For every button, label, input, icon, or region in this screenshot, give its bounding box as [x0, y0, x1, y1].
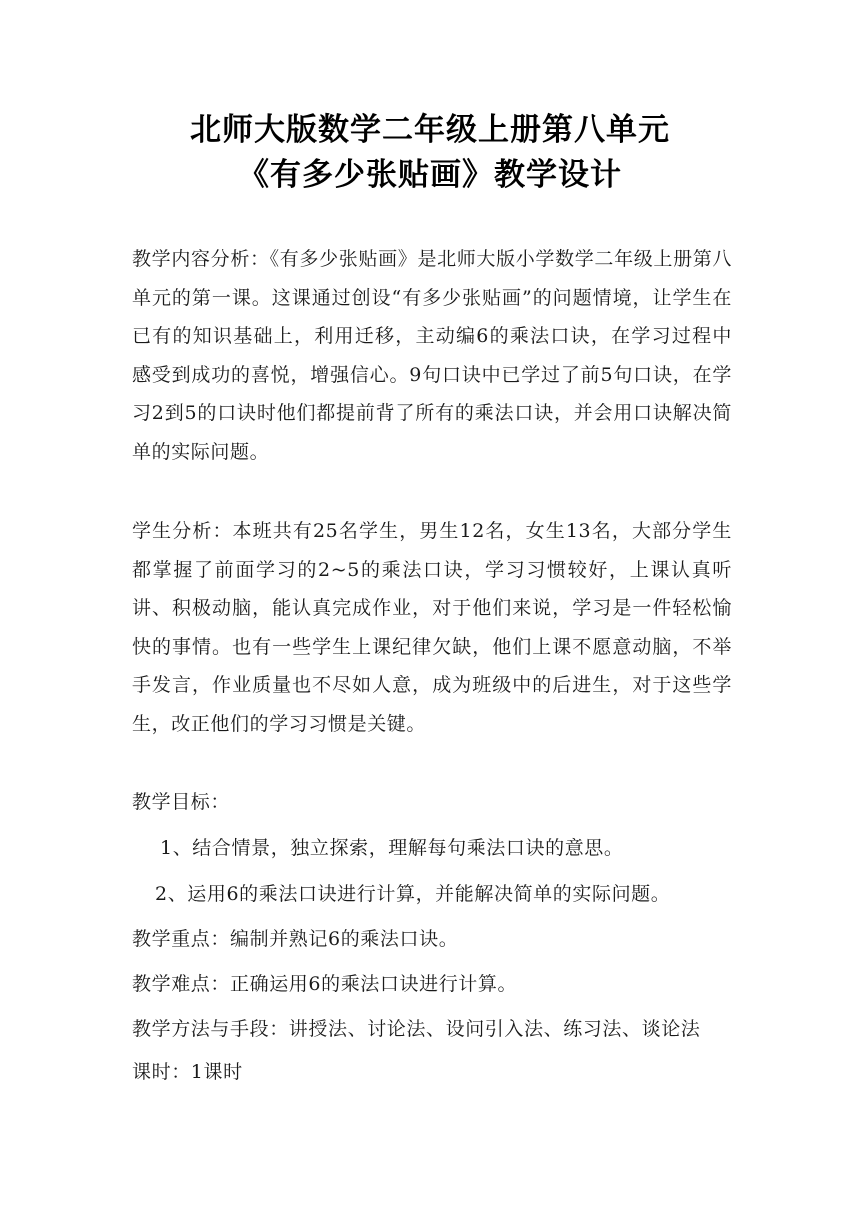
- class-hours-line: 课时：1课时: [132, 1061, 243, 1083]
- student-analysis-paragraph: 学生分析：本班共有25名学生，男生12名，女生13名，大部分学生都掌握了前面学习的2~5的乘法口诀，学习习惯较好，上课认真听讲、积极动脑，能认真完成作业，对于他们来说，学习是一件轻松愉快的事情。也有一些学生上课纪律欠缺，他们上课不愿意动脑，不举手发言，作业质量也不尽如人意，成为班级中的后进生，对于这些学生，改正他们的学习习惯是关键。: [132, 520, 732, 735]
- document-title-line-2: 《有多少张贴画》教学设计: [238, 157, 622, 193]
- student-analysis-block: [132, 512, 732, 744]
- content-analysis-paragraph: 教学内容分析：《有多少张贴画》是北师大版小学数学二年级上册第八单元的第一课。这课通过创设“有多少张贴画”的问题情境，让学生在已有的知识基础上，利用迁移，主动编6的乘法口诀，在学习过程中感受到成功的喜悦，增强信心。9句口诀中已学过了前5句口诀，在学习2到5的口诀时他们都提前背了所有的乘法口诀，并会用口诀解决简单的实际问题。: [132, 248, 732, 463]
- difficulty-line: 教学难点：正确运用6的乘法口诀进行计算。: [132, 973, 518, 995]
- methods-line: 教学方法与手段：讲授法、讨论法、设问引入法、练习法、谈论法: [132, 1018, 701, 1040]
- key-point-line: 教学重点：编制并熟记6的乘法口诀。: [132, 928, 459, 950]
- objectives-heading: 教学目标：: [132, 791, 231, 813]
- objective-item-2: 2、运用6的乘法口诀进行计算，并能解决简单的实际问题。: [155, 883, 671, 905]
- document-title-line-1: 北师大版数学二年级上册第八单元: [190, 112, 670, 148]
- objective-item-1: 1、结合情景，独立探索，理解每句乘法口诀的意思。: [160, 837, 624, 859]
- content-analysis-block: [132, 240, 732, 472]
